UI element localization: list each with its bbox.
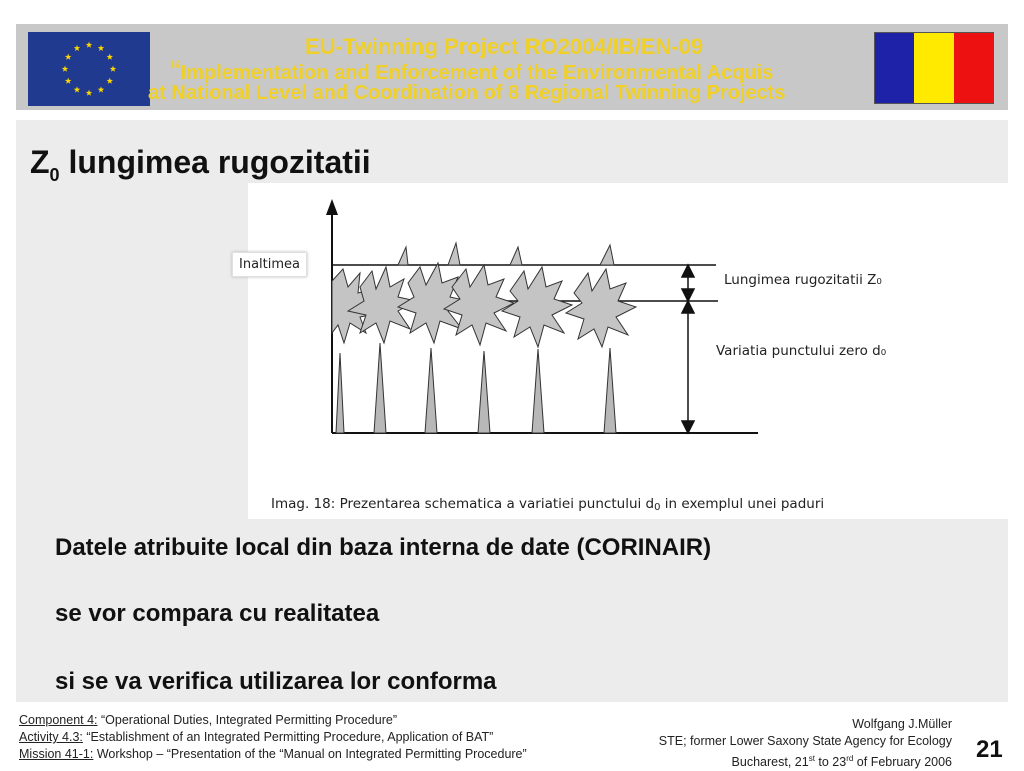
eu-star-icon <box>86 42 92 48</box>
eu-star-icon <box>65 78 71 84</box>
footer-component-line: Component 4: “Operational Duties, Integrated Permitting Procedure” <box>19 713 397 727</box>
eu-star-icon <box>98 45 104 51</box>
romania-flag-icon <box>874 32 994 104</box>
slide-title: $Z_0$ lungimea rugozitatii <box>30 144 371 185</box>
eu-star-icon <box>110 66 116 72</box>
eu-star-icon <box>107 78 113 84</box>
footer-mission-line: Mission 41-1: Workshop – “Presentation of the “Manual on Integrated Permitting Procedure” <box>19 747 527 761</box>
footer-agency: STE; former Lower Saxony State Agency for Ecology <box>658 734 952 748</box>
zero-plane-label: Variatia punctului zero d₀ <box>716 343 887 359</box>
eu-star-icon <box>107 54 113 60</box>
bullet-text-2: se vor compara cu realitatea <box>55 600 380 627</box>
footer-author-info <box>659 716 952 771</box>
eu-flag-icon <box>28 32 150 106</box>
footer-activity-line: Activity 4.3: “Establishment of an Integrated Permitting Procedure, Application of BAT” <box>19 730 494 744</box>
footer-author: Wolfgang J.Müller <box>852 717 952 731</box>
bullet-text-1: Datele atribuite local din baza interna de date (CORINAIR) <box>55 534 712 561</box>
footer-project-info <box>19 712 527 763</box>
eu-star-icon <box>86 90 92 96</box>
eu-star-icon <box>74 45 80 51</box>
header-title-line1: EU-Twinning Project RO2004/IB/EN-09 <box>305 34 704 59</box>
figure-caption: Imag. 18: Prezentarea schematica a variatiei punctului d0 in exemplul unei paduri <box>271 496 825 513</box>
eu-star-icon <box>74 86 80 92</box>
footer-date: Bucharest, 21st to 23rd of February 2006 <box>731 754 952 770</box>
tree-crowns <box>332 243 636 347</box>
diagram-drawing <box>248 183 1008 519</box>
header-title-line3: at National Level and Coordination of 8 Regional Twinning Projects <box>148 82 786 104</box>
tree-trunks <box>336 343 616 433</box>
forest-roughness-diagram <box>248 183 1008 519</box>
dimension-arrows <box>682 265 694 433</box>
eu-star-icon <box>65 54 71 60</box>
eu-star-icon <box>98 86 104 92</box>
bullet-text-3: si se va verifica utilizarea lor conforma <box>55 668 497 695</box>
height-axis-arrow-icon <box>326 199 338 215</box>
height-label: Inaltimea <box>232 252 307 277</box>
roughness-length-label: Lungimea rugozitatii Z₀ <box>724 272 882 288</box>
header-title-line2: “Implementation and Enforcement of the Environmental Acquis <box>170 54 774 90</box>
eu-star-icon <box>62 66 68 72</box>
page-number: 21 <box>976 736 1003 763</box>
